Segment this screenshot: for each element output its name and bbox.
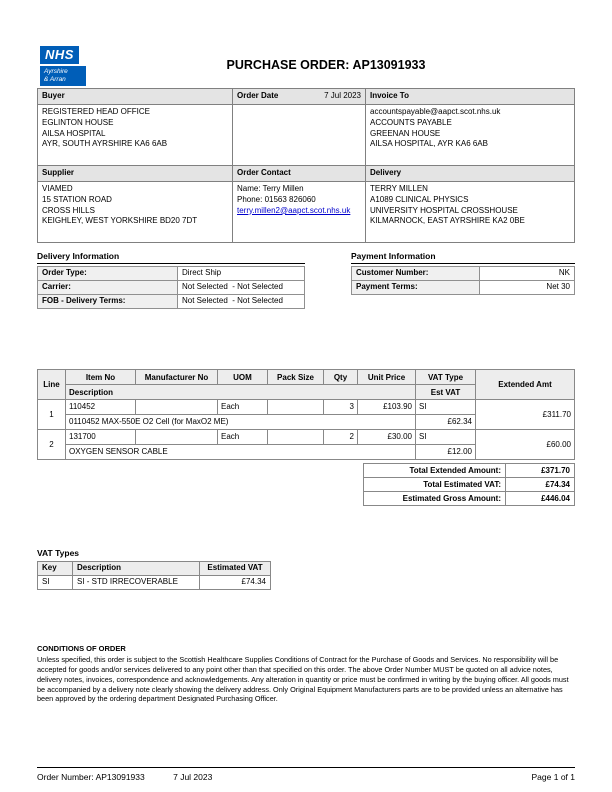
vat-col-description: Description (73, 562, 200, 576)
manufacturer-no (136, 400, 218, 415)
invoice-to-address (366, 105, 575, 166)
col-header-item-no: Item No (66, 370, 136, 385)
delivery-header: Delivery (366, 166, 575, 182)
footer-left (37, 772, 212, 782)
footer-order-number: Order Number: AP13091933 (37, 772, 145, 782)
address-line: AILSA HOSPITAL (42, 128, 106, 138)
vat-col-estimated-vat: Estimated VAT (200, 562, 271, 576)
supplier-address (38, 182, 233, 243)
order-contact-details (233, 182, 366, 243)
item-description: 0110452 MAX-550E O2 Cell (for MaxO2 ME) (66, 415, 416, 430)
info-section (37, 251, 575, 309)
uom: Each (218, 430, 268, 445)
fob-delivery-terms-label: FOB - Delivery Terms: (38, 295, 178, 309)
order-date-spacer-cell (233, 105, 366, 166)
carrier-value: Not Selected - Not Selected (178, 281, 305, 295)
address-line: REGISTERED HEAD OFFICE (42, 107, 151, 116)
order-contact-header: Order Contact (233, 166, 366, 182)
address-line: 15 STATION ROAD (42, 194, 112, 204)
col-header-vat-type: VAT Type (416, 370, 476, 385)
line-items-table (37, 369, 575, 460)
vat-type: SI (416, 430, 476, 445)
nhs-logo-text: NHS (40, 46, 79, 64)
customer-number-value: NK (480, 267, 575, 281)
address-line: AILSA HOSPITAL, AYR KA6 6AB (370, 139, 488, 149)
payment-information-table (351, 266, 575, 295)
address-line: GREENAN HOUSE (370, 128, 441, 138)
extended-amt: £60.00 (476, 430, 575, 460)
vat-types-table (37, 561, 271, 590)
payment-information (351, 251, 575, 309)
est-vat: £12.00 (416, 445, 476, 460)
address-line: accountspayable@aapct.scot.nhs.uk (370, 107, 501, 116)
vat-col-key: Key (38, 562, 73, 576)
vat-estimated-vat: £74.34 (200, 576, 271, 590)
contact-name: Name: Terry Millen (237, 184, 304, 193)
order-type-label: Order Type: (38, 267, 178, 281)
delivery-information (37, 251, 305, 309)
estimated-gross-amount-value: £446.04 (506, 492, 575, 506)
order-date-cell (233, 89, 366, 105)
line-number: 2 (38, 430, 66, 460)
extended-amt: £311.70 (476, 400, 575, 430)
order-type-value: Direct Ship (178, 267, 305, 281)
conditions-body: Unless specified, this order is subject to the Scottish Healthcare Supplies Conditions of Contract for the Purchase of Goods and Services. No responsibility will be accepted for goods and/or services delivered to any point other than that specified on this order. The above Order Number MUST be quoted on all advice notes, delivery notes, invoices, correspondence and acknowledgements. Any alteration in quantity or price must be confirmed in writing by the buying officer. All goods must be accompanied by a delivery note clearly showing the delivery address. Only Original Equipment Manufacturers parts are to be provided unless an alternative has been approved by the ordering department Designated Purchasing Officer. (37, 655, 569, 704)
total-estimated-vat-value: £74.34 (506, 478, 575, 492)
col-header-pack-size: Pack Size (268, 370, 324, 385)
total-extended-amount-value: £371.70 (506, 464, 575, 478)
contact-phone: Phone: 01563 826060 (237, 194, 316, 204)
item-no: 110452 (66, 400, 136, 415)
vat-types-section (37, 548, 575, 590)
payment-terms-label: Payment Terms: (352, 281, 480, 295)
col-header-uom: UOM (218, 370, 268, 385)
vat-type: SI (416, 400, 476, 415)
contact-email-link[interactable]: terry.millen2@aapct.scot.nhs.uk (237, 205, 351, 215)
item-description: OXYGEN SENSOR CABLE (66, 445, 416, 460)
address-line: TERRY MILLEN (370, 184, 428, 193)
delivery-address (366, 182, 575, 243)
address-line: KILMARNOCK, EAST AYRSHIRE KA2 0BE (370, 216, 525, 226)
col-header-est-vat: Est VAT (416, 385, 476, 400)
order-header-table (37, 88, 575, 243)
col-header-unit-price: Unit Price (358, 370, 416, 385)
nhs-board-line2: & Arran (44, 76, 66, 84)
buyer-address (38, 105, 233, 166)
delivery-information-table (37, 266, 305, 309)
address-line: VIAMED (42, 184, 73, 193)
payment-information-heading: Payment Information (351, 251, 575, 264)
est-vat: £62.34 (416, 415, 476, 430)
totals-table (363, 463, 575, 506)
vat-types-heading: VAT Types (37, 548, 80, 558)
qty: 3 (324, 400, 358, 415)
invoice-to-header: Invoice To (366, 89, 575, 105)
nhs-logo (40, 46, 86, 86)
nhs-board-line1: Ayrshire (44, 68, 68, 75)
col-header-extended-amt: Extended Amt (476, 370, 575, 400)
address-line: A1089 CLINICAL PHYSICS (370, 194, 469, 204)
fob-delivery-terms-value: Not Selected - Not Selected (178, 295, 305, 309)
table-row (38, 430, 575, 445)
uom: Each (218, 400, 268, 415)
col-header-line: Line (38, 370, 66, 400)
unit-price: £103.90 (358, 400, 416, 415)
order-date-value: 7 Jul 2023 (324, 91, 361, 100)
pack-size (268, 430, 324, 445)
pack-size (268, 400, 324, 415)
conditions-of-order (37, 644, 575, 704)
supplier-header: Supplier (38, 166, 233, 182)
carrier-label: Carrier: (38, 281, 178, 295)
footer-date: 7 Jul 2023 (173, 772, 213, 782)
line-number: 1 (38, 400, 66, 430)
address-line: AYR, SOUTH AYRSHIRE KA6 6AB (42, 139, 168, 149)
address-line: CROSS HILLS (42, 205, 95, 215)
unit-price: £30.00 (358, 430, 416, 445)
payment-terms-value: Net 30 (480, 281, 575, 295)
col-header-description: Description (66, 385, 416, 400)
total-extended-amount-label: Total Extended Amount: (364, 464, 506, 478)
page-footer (37, 767, 575, 782)
estimated-gross-amount-label: Estimated Gross Amount: (364, 492, 506, 506)
item-no: 131700 (66, 430, 136, 445)
manufacturer-no (136, 430, 218, 445)
address-line: UNIVERSITY HOSPITAL CROSSHOUSE (370, 205, 518, 215)
address-line: EGLINTON HOUSE (42, 117, 114, 127)
buyer-header: Buyer (38, 89, 233, 105)
footer-page-number: Page 1 of 1 (531, 772, 575, 782)
order-date-label: Order Date (237, 91, 279, 100)
address-line: KEIGHLEY, WEST YORKSHIRE BD20 7DT (42, 216, 198, 226)
conditions-heading: CONDITIONS OF ORDER (37, 644, 126, 653)
table-row (38, 400, 575, 415)
nhs-board-name (40, 66, 86, 86)
qty: 2 (324, 430, 358, 445)
page-title: PURCHASE ORDER: AP13091933 (226, 58, 426, 72)
vat-key: SI (38, 576, 73, 590)
table-row (38, 576, 271, 590)
customer-number-label: Customer Number: (352, 267, 480, 281)
col-header-manufacturer-no: Manufacturer No (136, 370, 218, 385)
delivery-information-heading: Delivery Information (37, 251, 305, 264)
total-estimated-vat-label: Total Estimated VAT: (364, 478, 506, 492)
address-line: ACCOUNTS PAYABLE (370, 117, 452, 127)
col-header-qty: Qty (324, 370, 358, 385)
vat-description: SI - STD IRRECOVERABLE (73, 576, 200, 590)
